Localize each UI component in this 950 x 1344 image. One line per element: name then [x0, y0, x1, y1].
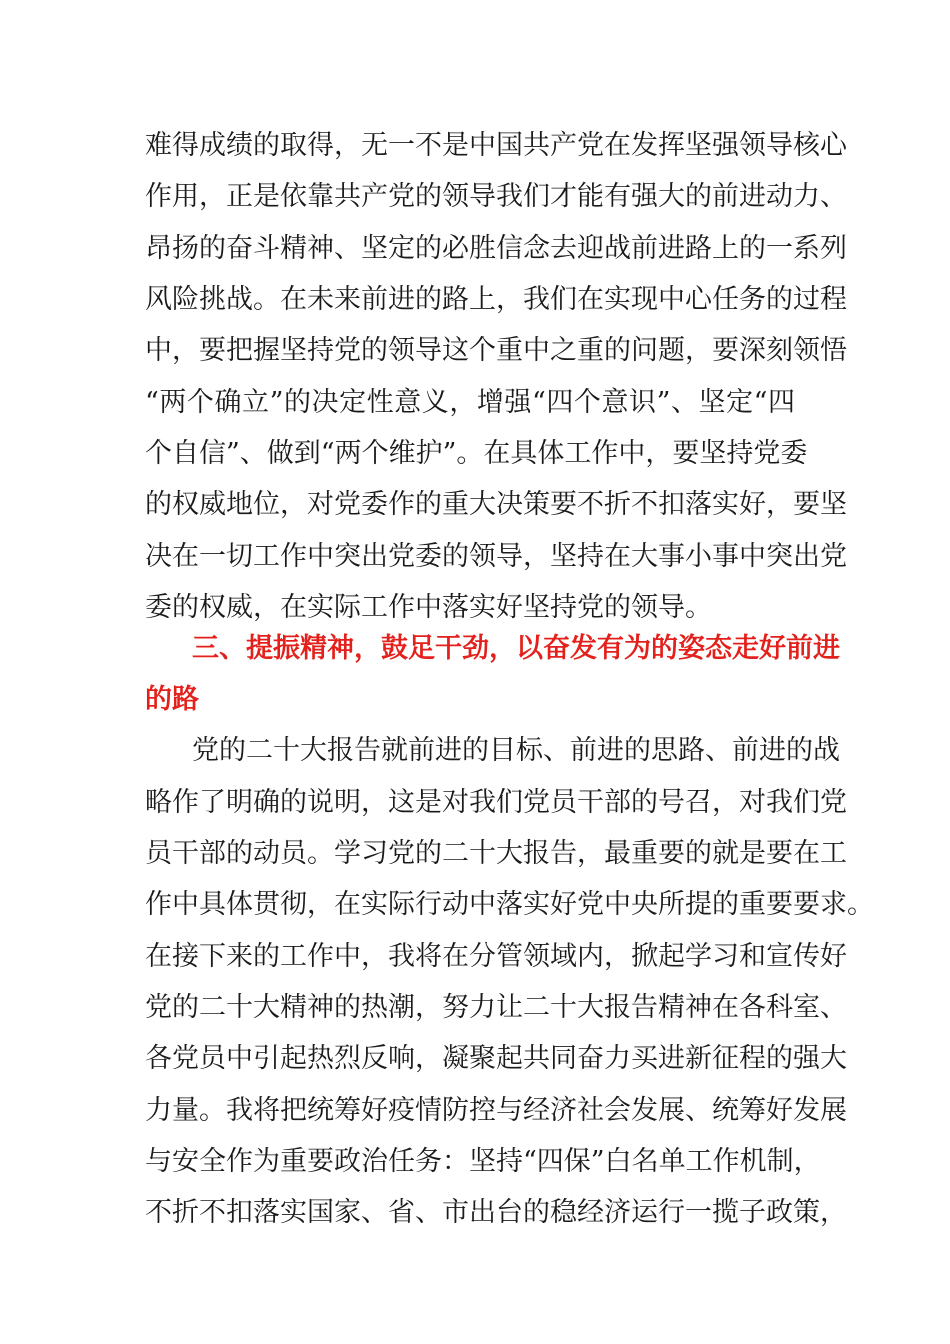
body-text-line: 个自信”、做到“两个维护”。在具体工作中，要坚持党委 — [145, 438, 808, 469]
body-text-line: 各党员中引起热烈反响，凝聚起共同奋力买进新征程的强大 — [145, 1043, 847, 1074]
body-text-line: 作中具体贯彻，在实际行动中落实好党中央所提的重要要求。 — [145, 889, 874, 920]
body-text-line: 党的二十大精神的热潮，努力让二十大报告精神在各科室、 — [145, 992, 847, 1023]
body-text-line: 作用，正是依靠共产党的领导我们才能有强大的前进动力、 — [145, 181, 847, 212]
body-text-line: 略作了明确的说明，这是对我们党员干部的号召，对我们党 — [145, 787, 847, 818]
body-text-line: 力量。我将把统筹好疫情防控与经济社会发展、统筹好发展 — [145, 1095, 847, 1126]
body-text-line: 的权威地位，对党委作的重大决策要不折不扣落实好，要坚 — [145, 489, 847, 520]
section-heading: 三、提振精神，鼓足干劲，以奋发有为的姿态走好前进 — [192, 633, 840, 664]
body-text-line: 中，要把握坚持党的领导这个重中之重的问题，要深刻领悟 — [145, 335, 847, 366]
body-text-line: 难得成绩的取得，无一不是中国共产党在发挥坚强领导核心 — [145, 130, 847, 161]
body-text-line: 员干部的动员。学习党的二十大报告，最重要的就是要在工 — [145, 838, 847, 869]
body-text-line: 不折不扣落实国家、省、市出台的稳经济运行一揽子政策， — [145, 1197, 847, 1228]
body-text-line: 风险挑战。在未来前进的路上，我们在实现中心任务的过程 — [145, 284, 847, 315]
section-heading-continuation: 的路 — [145, 684, 199, 715]
body-text-line: “两个确立”的决定性意义，增强“四个意识”、坚定“四 — [145, 387, 795, 418]
body-text-line: 昂扬的奋斗精神、坚定的必胜信念去迎战前进路上的一系列 — [145, 233, 847, 264]
body-text-line: 决在一切工作中突出党委的领导，坚持在大事小事中突出党 — [145, 541, 847, 572]
body-text-line: 在接下来的工作中，我将在分管领域内，掀起学习和宣传好 — [145, 941, 847, 972]
body-text-line: 与安全作为重要政治任务：坚持“四保”白名单工作机制， — [145, 1146, 821, 1177]
paragraph-first-line: 党的二十大报告就前进的目标、前进的思路、前进的战 — [192, 735, 840, 766]
body-text-line: 委的权威，在实际工作中落实好坚持党的领导。 — [145, 592, 712, 623]
